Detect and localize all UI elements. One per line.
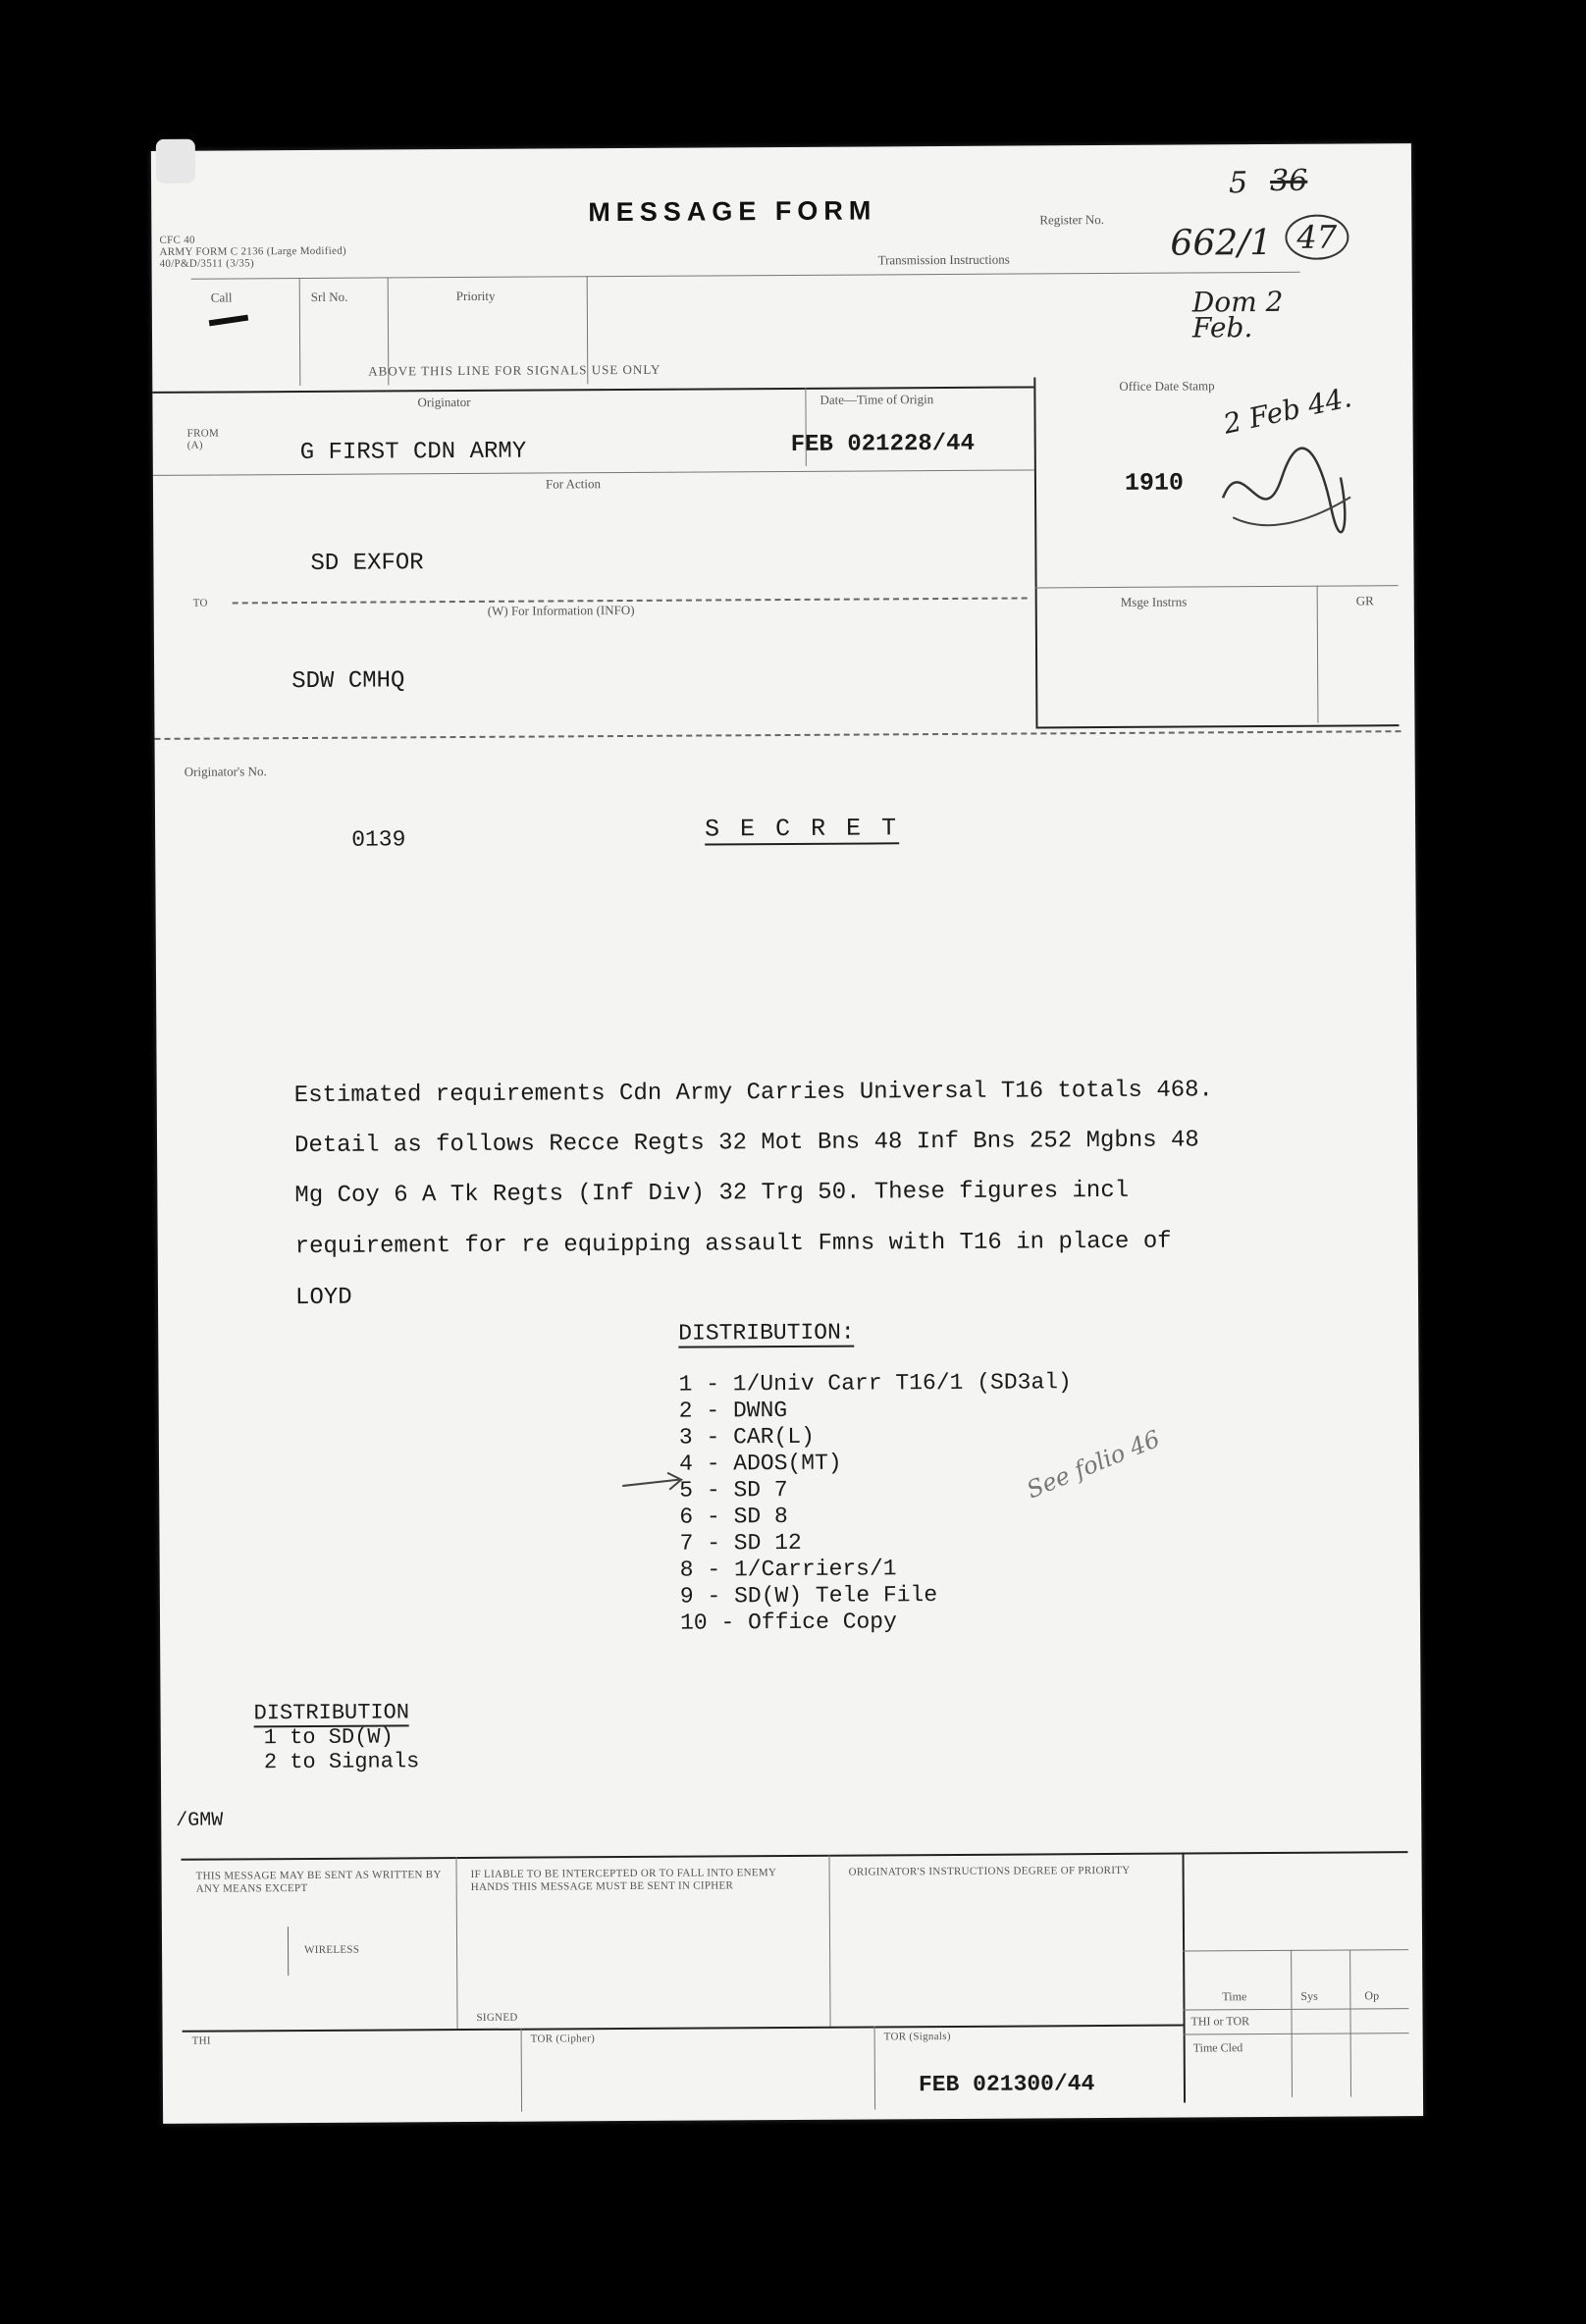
signals-distribution-heading: DISTRIBUTION	[253, 1700, 410, 1726]
form-ref-line3: 40/P&D/3511 (3/35)	[159, 257, 254, 270]
tor-cipher-label: TOR (Cipher)	[530, 2033, 596, 2045]
register-label: Register No.	[1039, 212, 1105, 228]
signals-distribution-item-1: 1 to SD(W)	[263, 1724, 394, 1751]
originator-rule	[155, 730, 1401, 740]
gr-divider	[1317, 586, 1319, 723]
time-row-rule	[1183, 1949, 1408, 1951]
tor-signals-value: FEB 021300/44	[918, 2071, 1095, 2098]
to-value: SD EXFOR	[310, 550, 424, 577]
message-form-paper	[151, 143, 1423, 2124]
distribution-item-1: 1 - 1/Univ Carr T16/1 (SD3al)	[678, 1369, 1072, 1398]
distribution-item-8: 8 - 1/Carriers/1	[679, 1556, 897, 1583]
info-label: (W) For Information (INFO)	[487, 602, 635, 618]
call-divider	[299, 278, 301, 386]
distribution-item-3: 3 - CAR(L)	[678, 1423, 815, 1451]
office-stamp-hand: 2 Feb 44.	[1220, 381, 1355, 441]
register-circled-number: 47	[1285, 214, 1348, 259]
to-label: TO	[192, 597, 208, 609]
originators-no-label: Originator's No.	[184, 764, 267, 779]
footer-top-rule	[182, 1851, 1408, 1861]
distribution-item-10: 10 - Office Copy	[679, 1609, 897, 1636]
form-ref-line1: CFC 40	[159, 234, 195, 246]
handwritten-date-note: Dom 2 Feb.	[1191, 285, 1284, 344]
srl-label: Srl No.	[310, 289, 348, 304]
body-line-4: requirement for re equipping assault Fmns with T16 in place of	[294, 1228, 1172, 1261]
form-title: MESSAGE FORM	[588, 195, 877, 228]
margin-note: See folio 46	[1023, 1424, 1164, 1505]
sys-label: Sys	[1300, 1988, 1318, 2003]
bracket-mark	[280, 1927, 289, 1976]
stamp-box-left-rule	[1033, 377, 1037, 726]
for-action-rule	[153, 469, 1034, 475]
from-label: FROM (A)	[186, 427, 220, 451]
tape-mark	[156, 139, 195, 184]
distribution-item-5: 5 - SD 7	[679, 1477, 788, 1504]
distribution-item-9: 9 - SD(W) Tele File	[679, 1582, 938, 1610]
body-line-2: Detail as follows Recce Regts 32 Mot Bns 48 Inf Bns 252 Mgbns 48	[293, 1127, 1199, 1160]
distribution-item-4: 4 - ADOS(MT)	[678, 1450, 842, 1477]
thi-tor-label: THI or TOR	[1190, 2014, 1250, 2029]
office-stamp-label: Office Date Stamp	[1119, 378, 1215, 394]
date-time-value: FEB 021228/44	[790, 430, 976, 458]
thi-row-rule	[1183, 2008, 1408, 2010]
distribution-item-7: 7 - SD 12	[679, 1529, 802, 1557]
time-col-divider-2	[1349, 1950, 1351, 2097]
form-ref-line2: ARMY FORM C 2136 (Large Modified)	[159, 244, 347, 258]
office-stamp-value: 1910	[1124, 468, 1185, 498]
footer-divider-3	[1182, 1853, 1186, 2103]
transmission-label: Transmission Instructions	[877, 251, 1010, 268]
from-value: G FIRST CDN ARMY	[299, 438, 527, 467]
date-time-label: Date—Time of Origin	[819, 392, 934, 407]
time-cled-label: Time Cled	[1192, 2040, 1243, 2055]
priority-label: Priority	[455, 288, 496, 304]
footer-col1-text: THIS MESSAGE MAY BE SENT AS WRITTEN BY ANY MEANS EXCEPT	[195, 1869, 442, 1895]
distribution-item-6: 6 - SD 8	[679, 1504, 788, 1530]
stamp-box-bottom-rule	[1035, 724, 1399, 728]
footer-col3-text: ORIGINATOR'S INSTRUCTIONS DEGREE OF PRIORITY	[848, 1864, 1131, 1878]
signals-only-label: ABOVE THIS LINE FOR SIGNALS USE ONLY	[368, 361, 661, 379]
signals-ref: /GMW	[176, 1809, 224, 1832]
signature-scribble	[1213, 438, 1361, 547]
originator-label: Originator	[417, 394, 471, 410]
register-struck-number: 36	[1269, 163, 1308, 198]
msge-rule	[1035, 585, 1399, 588]
footer-divider-2	[828, 1855, 830, 2027]
footer-mid-rule	[183, 2025, 1184, 2033]
body-line-5: LOYD	[294, 1284, 352, 1312]
tor-divider-1	[521, 2029, 523, 2112]
body-line-1: Estimated requirements Cdn Army Carries Universal T16 totals 468.	[293, 1077, 1213, 1110]
distribution-heading: DISTRIBUTION:	[678, 1319, 855, 1347]
thi-label: THI	[191, 2034, 211, 2047]
call-label: Call	[210, 290, 233, 305]
tor-divider-2	[874, 2026, 876, 2109]
footer-signed: SIGNED	[476, 2011, 518, 2024]
time-cled-rule	[1184, 2033, 1409, 2034]
body-line-3: Mg Coy 6 A Tk Regts (Inf Div) 32 Trg 50. These figures incl	[294, 1177, 1130, 1210]
footer-wireless: WIRELESS	[304, 1943, 360, 1957]
signals-distribution-item-2: 2 to Signals	[263, 1749, 420, 1775]
footer-divider-1	[455, 1857, 457, 2029]
time-col-divider-1	[1291, 1950, 1293, 2097]
call-mark	[209, 315, 248, 327]
header-rule	[191, 272, 1300, 280]
time-label: Time	[1222, 1989, 1247, 2004]
footer-col2-text: IF LIABLE TO BE INTERCEPTED OR TO FALL INTO ENEMY HANDS THIS MESSAGE MUST BE SENT IN CIPHER	[470, 1867, 776, 1893]
originators-no-value: 0139	[351, 826, 406, 853]
tor-signals-label: TOR (Signals)	[883, 2030, 951, 2043]
distribution-item-2: 2 - DWNG	[678, 1398, 788, 1424]
register-top-number: 5	[1228, 166, 1248, 201]
msge-instrns-label: Msge Instrns	[1120, 594, 1188, 609]
gr-label: GR	[1355, 593, 1374, 608]
info-value: SDW CMHQ	[291, 667, 405, 696]
register-value: 662/1	[1170, 222, 1273, 264]
for-action-label: For Action	[545, 476, 601, 492]
pointer-arrow-icon	[620, 1468, 689, 1498]
op-label: Op	[1364, 1988, 1380, 2003]
classification-heading: S E C R E T	[705, 814, 900, 844]
